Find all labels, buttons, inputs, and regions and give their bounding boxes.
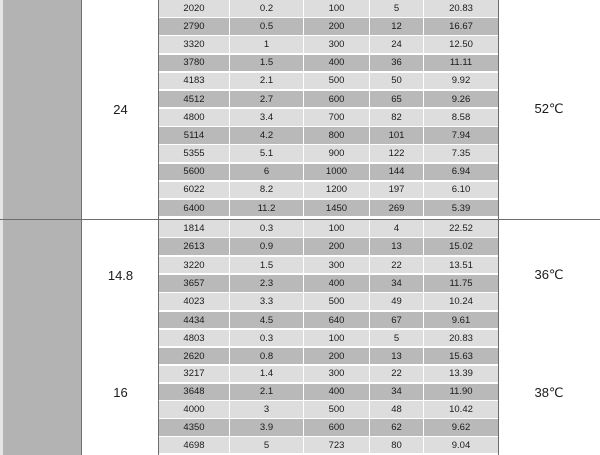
table-row [159, 348, 498, 364]
table-cell: 3657 [159, 275, 230, 292]
gray-label-column [3, 0, 81, 455]
table-row [159, 419, 498, 435]
table-cell: 300 [304, 366, 370, 382]
table-cell: 34 [370, 384, 424, 400]
table-cell: 2790 [159, 18, 230, 35]
table-cell: 600 [304, 91, 370, 108]
table-cell: 3780 [159, 55, 230, 72]
table-cell: 1000 [304, 164, 370, 181]
table-cell: 0.3 [230, 220, 304, 237]
table-cell: 4434 [159, 312, 230, 329]
column-divider [498, 0, 499, 455]
table-cell: 2.1 [230, 73, 304, 90]
table-cell: 5 [370, 0, 424, 17]
table-cell: 80 [370, 437, 424, 453]
group-temperature: 38℃ [498, 330, 600, 455]
table-row [159, 91, 498, 108]
table-cell: 36 [370, 55, 424, 72]
table-cell: 1.5 [230, 257, 304, 274]
table-row [159, 238, 498, 255]
table-row [159, 18, 498, 35]
table-cell: 7.94 [451, 129, 471, 141]
table-cell: 600 [304, 419, 370, 435]
table-row [159, 293, 498, 310]
table-cell: 2.1 [230, 384, 304, 400]
table-cell: 640 [304, 312, 370, 329]
table-cell: 4183 [159, 73, 230, 90]
table-cell: 5 [230, 437, 304, 453]
table-cell: 100 [304, 220, 370, 237]
table-cell: 15.02 [449, 241, 473, 253]
table-row [159, 275, 498, 292]
table-row [159, 145, 498, 162]
table-cell: 9.92 [451, 75, 471, 87]
table-cell: 8.2 [230, 182, 304, 199]
column-divider [81, 0, 82, 455]
table-cell: 500 [304, 401, 370, 417]
table-cell: 9.61 [451, 314, 471, 326]
table-cell: 10.24 [449, 296, 473, 308]
table-cell: 6.10 [451, 184, 471, 196]
table-cell: 13 [370, 238, 424, 255]
table-cell: 5.39 [451, 202, 471, 214]
table-cell: 0.9 [230, 238, 304, 255]
table-cell: 5355 [159, 145, 230, 162]
table-row [159, 200, 498, 217]
table-cell: 11.90 [449, 386, 473, 398]
table-cell: 4023 [159, 293, 230, 310]
table-cell: 2.7 [230, 91, 304, 108]
table-cell: 4350 [159, 419, 230, 435]
table-cell: 20.83 [449, 332, 473, 344]
table-cell: 122 [370, 145, 424, 162]
table-row [159, 73, 498, 90]
table-cell: 4803 [159, 330, 230, 346]
table-cell: 13.39 [449, 368, 473, 380]
table-cell: 4698 [159, 437, 230, 453]
table-cell: 723 [304, 437, 370, 453]
table-cell: 13.51 [449, 259, 473, 271]
table-cell: 10.42 [449, 404, 473, 416]
table-row [159, 437, 498, 453]
table-cell: 400 [304, 384, 370, 400]
table-cell: 0.8 [230, 348, 304, 364]
table-cell: 0.3 [230, 330, 304, 346]
group-label: 14.8 [82, 220, 159, 330]
table-cell: 65 [370, 91, 424, 108]
table-row [159, 36, 498, 53]
table-cell: 100 [304, 0, 370, 17]
table-cell: 0.5 [230, 18, 304, 35]
table-row [159, 55, 498, 72]
table-cell: 5.1 [230, 145, 304, 162]
table-cell: 82 [370, 109, 424, 126]
table-cell: 3.4 [230, 109, 304, 126]
table-cell: 3220 [159, 257, 230, 274]
table-cell: 100 [304, 330, 370, 346]
table-cell: 11.2 [230, 200, 304, 217]
table-cell: 300 [304, 36, 370, 53]
table-cell: 1450 [304, 200, 370, 217]
table-cell: 3320 [159, 36, 230, 53]
table-cell: 6 [230, 164, 304, 181]
table-cell: 16.67 [449, 20, 473, 32]
table-cell: 900 [304, 145, 370, 162]
table-cell: 101 [370, 127, 424, 144]
table-cell: 50 [370, 73, 424, 90]
table-cell: 1.4 [230, 366, 304, 382]
table-cell: 6.94 [451, 166, 471, 178]
table-row [159, 109, 498, 126]
table-cell: 3648 [159, 384, 230, 400]
table-row [159, 384, 498, 400]
table-row [159, 366, 498, 382]
table-row [159, 330, 498, 346]
table-cell: 22 [370, 366, 424, 382]
table-cell: 2613 [159, 238, 230, 255]
table-cell: 2620 [159, 348, 230, 364]
table-cell: 4 [370, 220, 424, 237]
table-cell: 0.2 [230, 0, 304, 17]
table-cell: 15.63 [449, 350, 473, 362]
table-cell: 24 [370, 36, 424, 53]
table-cell: 200 [304, 18, 370, 35]
table-cell: 144 [370, 164, 424, 181]
table-cell: 5 [370, 330, 424, 346]
table-cell: 22 [370, 257, 424, 274]
table-cell: 3 [230, 401, 304, 417]
group-label: 24 [82, 0, 159, 218]
table-row [159, 401, 498, 417]
table-cell: 12.50 [449, 39, 473, 51]
table-cell: 200 [304, 348, 370, 364]
table-cell: 400 [304, 275, 370, 292]
table-cell: 6400 [159, 200, 230, 217]
table-cell: 5114 [159, 127, 230, 144]
group-temperature: 52℃ [498, 0, 600, 218]
table-cell: 12 [370, 18, 424, 35]
table-cell: 3.9 [230, 419, 304, 435]
table-row [159, 164, 498, 181]
table-cell: 269 [370, 200, 424, 217]
table-row [159, 182, 498, 199]
table-cell: 13 [370, 348, 424, 364]
table-row [159, 257, 498, 274]
table-cell: 200 [304, 238, 370, 255]
table-cell: 8.58 [451, 111, 471, 123]
table-cell: 7.35 [451, 148, 471, 160]
table-cell: 300 [304, 257, 370, 274]
table-cell: 62 [370, 419, 424, 435]
table-cell: 4.5 [230, 312, 304, 329]
table-row [159, 220, 498, 237]
table-cell: 9.04 [451, 439, 471, 451]
table-cell: 9.26 [451, 93, 471, 105]
table-cell: 48 [370, 401, 424, 417]
table-cell: 2020 [159, 0, 230, 17]
table-cell: 800 [304, 127, 370, 144]
table-cell: 1814 [159, 220, 230, 237]
group-temperature: 36℃ [498, 220, 600, 330]
table-cell: 3217 [159, 366, 230, 382]
table-cell: 11.11 [449, 57, 473, 69]
table-row [159, 127, 498, 144]
table-row [159, 0, 498, 17]
group-label: 16 [82, 330, 159, 455]
table-cell: 67 [370, 312, 424, 329]
table-cell: 20.83 [449, 2, 473, 14]
table-cell: 11.75 [449, 277, 473, 289]
table-cell: 34 [370, 275, 424, 292]
table-cell: 9.62 [451, 421, 471, 433]
table-cell: 5600 [159, 164, 230, 181]
table-cell: 4512 [159, 91, 230, 108]
table-row [159, 312, 498, 329]
table-cell: 1 [230, 36, 304, 53]
table-cell: 4000 [159, 401, 230, 417]
table-cell: 4.2 [230, 127, 304, 144]
table-cell: 700 [304, 109, 370, 126]
table-cell: 500 [304, 293, 370, 310]
table-cell: 400 [304, 55, 370, 72]
table-cell: 2.3 [230, 275, 304, 292]
table-cell: 197 [370, 182, 424, 199]
table-cell: 49 [370, 293, 424, 310]
table-cell: 1200 [304, 182, 370, 199]
table-cell: 4800 [159, 109, 230, 126]
table-cell: 500 [304, 73, 370, 90]
table-cell: 3.3 [230, 293, 304, 310]
table-cell: 1.5 [230, 55, 304, 72]
table-cell: 22.52 [449, 222, 473, 234]
column-divider [158, 0, 159, 455]
table-cell: 6022 [159, 182, 230, 199]
